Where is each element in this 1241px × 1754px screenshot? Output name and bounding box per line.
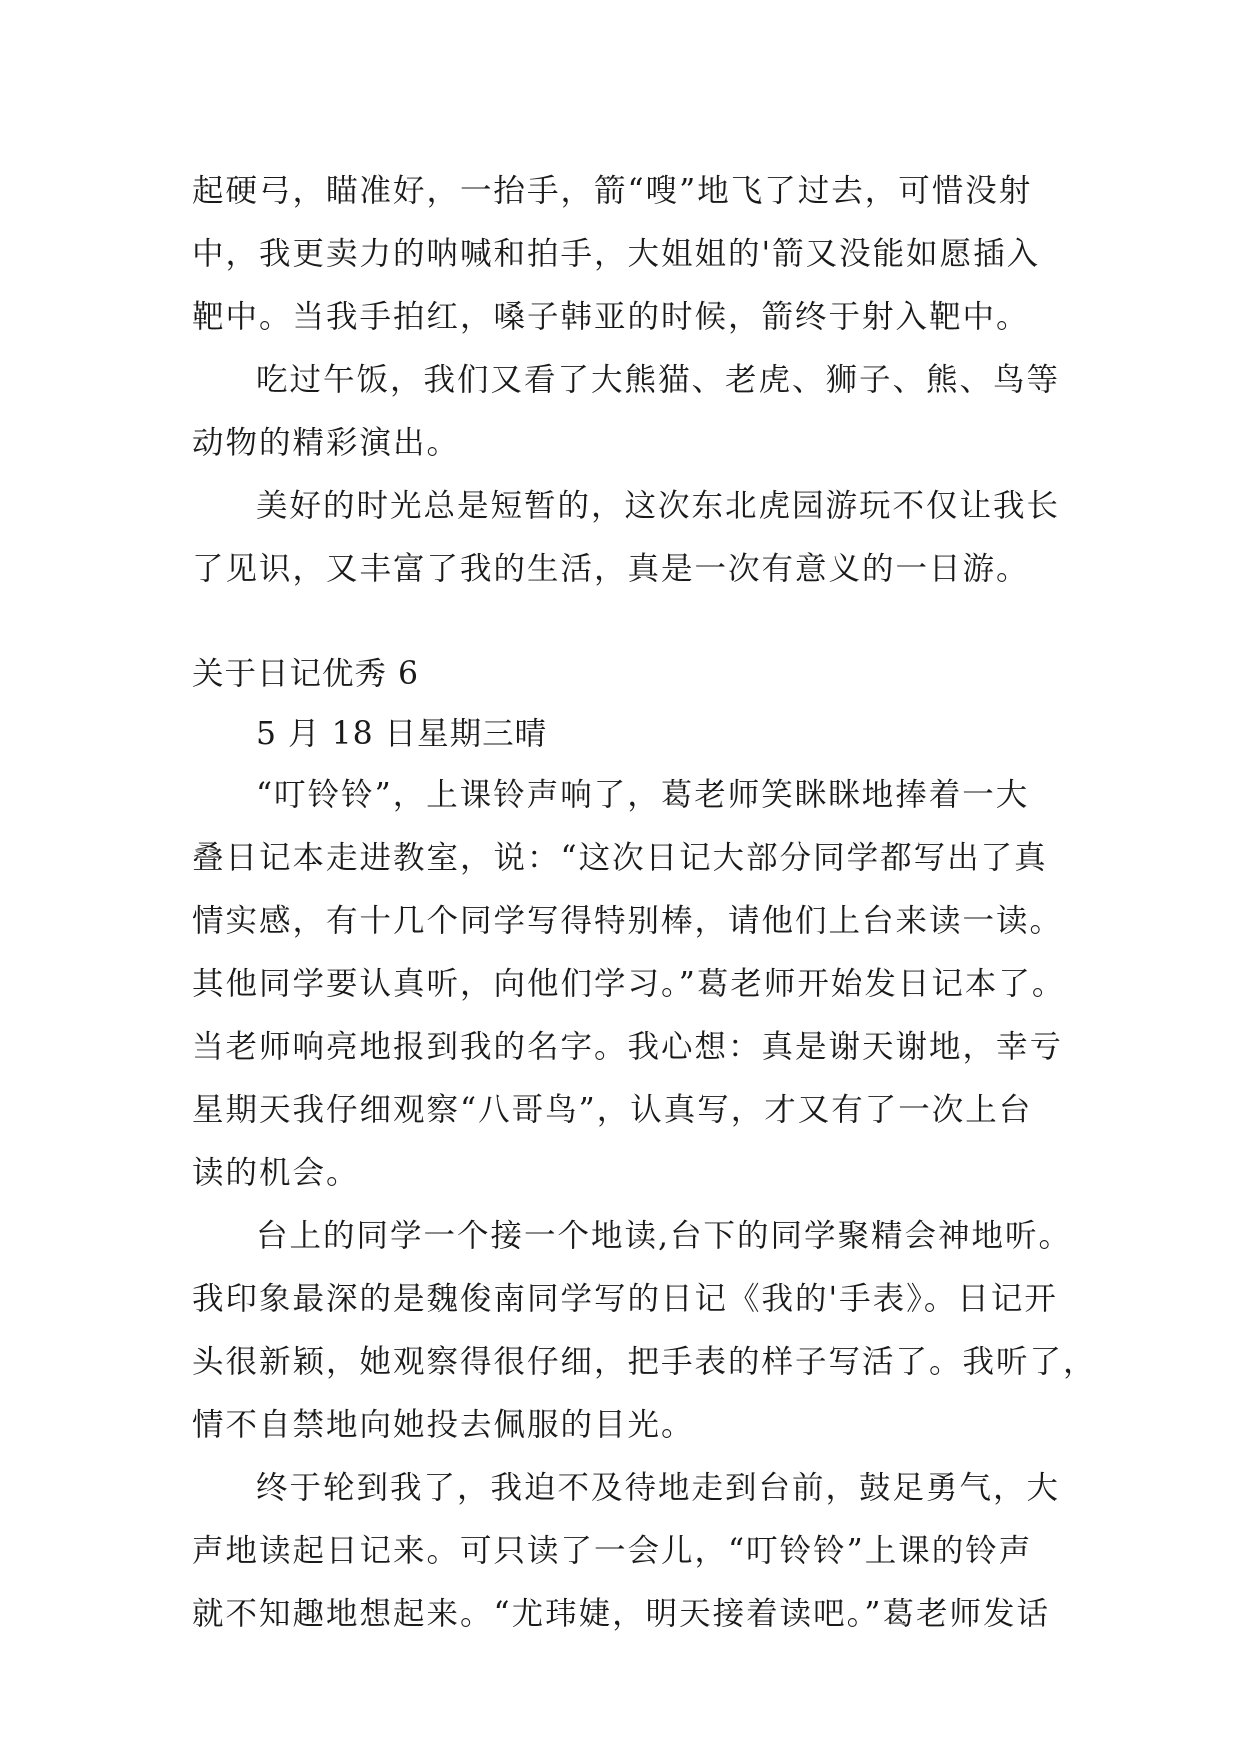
text-line: 了见识，又丰富了我的生活，真是一次有意义的一日游。 bbox=[192, 551, 1030, 587]
text-line: 台上的同学一个接一个地读,台下的同学聚精会神地听。 bbox=[256, 1218, 1073, 1254]
text-line: 当老师响亮地报到我的名字。我心想：真是谢天谢地，幸亏 bbox=[192, 1029, 1064, 1065]
text-line: “叮铃铃”，上课铃声响了，葛老师笑眯眯地捧着一大 bbox=[256, 777, 1030, 813]
paragraph-reading bbox=[192, 1205, 1097, 1457]
section-gap bbox=[192, 601, 1052, 644]
text-line: 就不知趣地想起来。“尤玮婕，明天接着读吧。”葛老师发话 bbox=[192, 1596, 1050, 1632]
text-line: 叠日记本走进教室，说：“这次日记大部分同学都写出了真 bbox=[192, 840, 1048, 876]
text-line: 其他同学要认真听，向他们学习。”葛老师开始发日记本了。 bbox=[192, 966, 1066, 1002]
section-title: 关于日记优秀 6 bbox=[192, 656, 420, 692]
text-line: 声地读起日记来。可只读了一会儿，“叮铃铃”上课的铃声 bbox=[192, 1533, 1033, 1569]
text-line: 吃过午饭，我们又看了大熊猫、老虎、狮子、熊、鸟等 bbox=[256, 362, 1061, 398]
text-line: 星期天我仔细观察“八哥鸟”，认真写，才又有了一次上台 bbox=[192, 1092, 1033, 1128]
paragraph-my-turn bbox=[192, 1457, 1061, 1646]
text-line: 中，我更卖力的呐喊和拍手，大姐姐的'箭又没能如愿插入 bbox=[192, 236, 1041, 272]
text-line: 起硬弓，瞄准好，一抬手，箭“嗖”地飞了过去，可惜没射 bbox=[192, 173, 1033, 209]
paragraph-archery bbox=[192, 160, 1052, 349]
text-line: 动物的精彩演出。 bbox=[192, 425, 461, 461]
text-line: 终于轮到我了，我迫不及待地走到台前，鼓足勇气，大 bbox=[256, 1470, 1061, 1506]
text-line: 头很新颖，她观察得很仔细，把手表的样子写活了。我听了， bbox=[192, 1344, 1097, 1380]
text-line: 读的机会。 bbox=[192, 1155, 360, 1191]
text-line: 靶中。当我手拍红，嗓子韩亚的时候，箭终于射入靶中。 bbox=[192, 299, 1030, 335]
text-line: 情不自禁地向她投去佩服的目光。 bbox=[192, 1407, 695, 1443]
date-line: 5 月 18 日星期三晴 bbox=[256, 716, 548, 752]
text-line: 美好的时光总是短暂的，这次东北虎园游玩不仅让我长 bbox=[256, 488, 1061, 524]
text-line: 情实感，有十几个同学写得特别棒，请他们上台来读一读。 bbox=[192, 903, 1064, 939]
text-line: 我印象最深的是魏俊南同学写的日记《我的'手表》。日记开 bbox=[192, 1281, 1058, 1317]
document-page bbox=[192, 160, 1097, 1646]
paragraph-ending bbox=[192, 475, 1061, 601]
paragraph-lunch bbox=[192, 349, 1061, 475]
paragraph-bell bbox=[192, 764, 1066, 1205]
